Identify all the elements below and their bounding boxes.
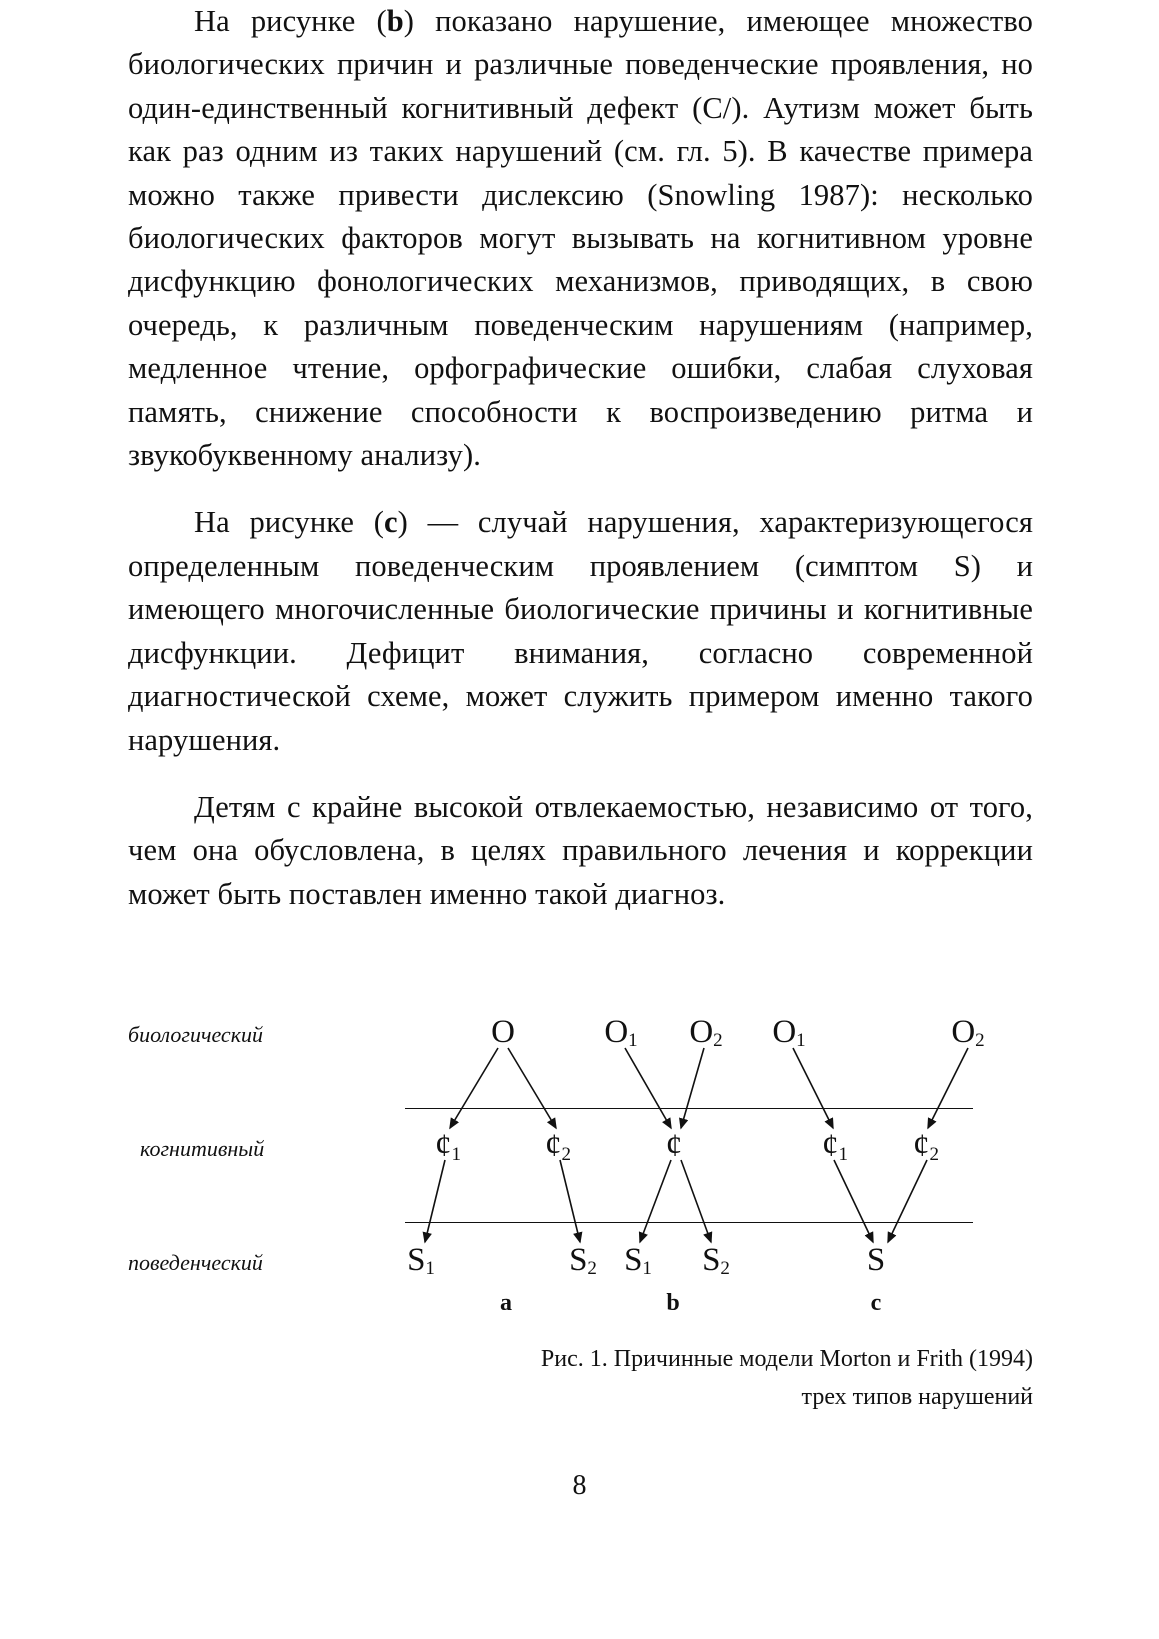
node-cognitive-a-c2: $¢_2$ (545, 1128, 571, 1165)
node-biological-c-o1: $O_1$ (772, 1014, 806, 1051)
page-number: 8 (572, 1470, 587, 1501)
figure-caption (128, 1340, 1033, 1416)
node-biological-b-o2: $O_2$ (689, 1014, 723, 1051)
node-behavioral-a-s1: $S_1$ (407, 1242, 435, 1279)
level-label-biological: биологический (128, 1022, 263, 1047)
node-biological-a-o: O (491, 1014, 515, 1050)
paragraph-1: На рисунке (b) показано нарушение, имеющее множество биологических причин и различные поведенческие проявления, но один-единственный когнитивный дефект (C/). Аутизм может быть как раз одним из таких нарушений (см. гл. 5). В качестве примера можно также привести дислексию (Snowling 1987): несколько биологических факторов могут вызывать на когнитивном уровне дисфункцию фонологических механизмов, приводящих, в свою очередь, к различным поведенческим нарушениям (например, медленное чтение, орфографические ошибки, слабая слуховая память, снижение способности к воспроизведению ритма и звукобуквенному анализу). (128, 4, 1033, 473)
body-text (128, 0, 1033, 916)
node-behavioral-a-s2: $S_2$ (569, 1242, 597, 1279)
figure-arrows (128, 1000, 1033, 1330)
group-label-b: b (666, 1290, 680, 1316)
node-biological-b-o1: $O_1$ (604, 1014, 638, 1051)
group-label-c: c (870, 1290, 882, 1316)
node-behavioral-c-s: S (866, 1242, 886, 1278)
paragraph-2: На рисунке (c) — случай нарушения, характеризующегося определенным поведенческим проявлением (симптом S) и имеющего многочисленные биологические причины и когнитивные дисфункции. Дефицит внимания, согласно современной диагностической схеме, может служить примером именно такого нарушения. (128, 505, 1033, 757)
node-cognitive-c-c2: $¢_2$ (913, 1128, 939, 1165)
node-cognitive-a-c1: $¢_1$ (435, 1128, 461, 1165)
node-cognitive-b-c: ¢ (665, 1128, 683, 1164)
node-cognitive-c-c1: $¢_1$ (822, 1128, 848, 1165)
figure-caption-line-2: трех типов нарушений (801, 1384, 1033, 1410)
group-label-a: a (500, 1290, 512, 1316)
level-label-cognitive: когнитивный (140, 1136, 265, 1161)
paragraph-3: Детям с крайне высокой отвлекаемостью, независимо от того, чем она обусловлена, в целях правильного лечения и коррекции может быть поставлен именно такой диагноз. (128, 789, 1033, 911)
node-behavioral-b-s1: $S_1$ (624, 1242, 652, 1279)
node-behavioral-b-s2: $S_2$ (702, 1242, 730, 1279)
figure-caption-line-1: Рис. 1. Причинные модели Morton и Frith (1994) (540, 1346, 1033, 1372)
node-biological-c-o2: $O_2$ (951, 1014, 985, 1051)
causal-models-figure (128, 1000, 1033, 1330)
level-label-behavioral: поведенческий (128, 1250, 263, 1275)
